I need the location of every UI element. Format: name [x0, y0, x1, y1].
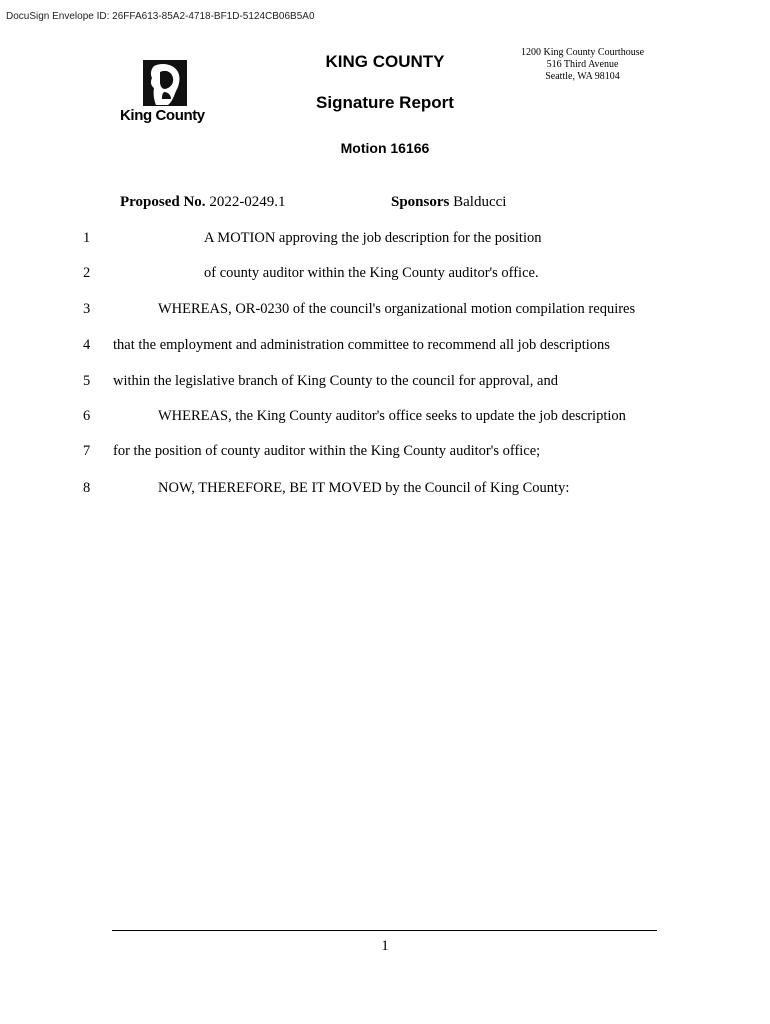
line-number: 1	[83, 230, 91, 246]
sponsors-label: Sponsors	[391, 194, 450, 210]
line-text: within the legislative branch of King County to the council for approval, and	[113, 373, 558, 389]
address-line: 1200 King County Courthouse	[520, 47, 645, 58]
sponsors	[391, 194, 506, 211]
proposed-number	[120, 194, 286, 211]
proposed-label: Proposed No.	[120, 194, 206, 210]
line-number: 8	[83, 480, 91, 496]
page-number: 1	[381, 938, 389, 954]
address-line: Seattle, WA 98104	[545, 71, 620, 82]
address-block	[505, 47, 660, 83]
docusign-envelope-id: DocuSign Envelope ID: 26FFA613-85A2-4718-BF1D-5124CB06B5A0	[6, 11, 315, 22]
address-line: 516 Third Avenue	[546, 59, 619, 70]
line-text: that the employment and administration committee to recommend all job descriptions	[113, 337, 610, 353]
king-county-logo-icon	[116, 58, 216, 108]
logo-text: King County	[120, 107, 205, 124]
line-text: for the position of county auditor within the King County auditor's office;	[113, 443, 541, 459]
line-number: 5	[83, 373, 91, 389]
report-title: Signature Report	[316, 93, 454, 112]
line-number: 4	[83, 337, 91, 353]
line-text: of county auditor within the King County auditor's office.	[204, 265, 539, 281]
line-number: 7	[83, 443, 91, 459]
line-text: WHEREAS, the King County auditor's office seeks to update the job description	[158, 408, 626, 424]
line-number: 6	[83, 408, 91, 424]
line-number: 3	[83, 301, 91, 317]
sponsors-value: Balducci	[453, 194, 507, 210]
org-title: KING COUNTY	[325, 52, 445, 71]
line-number: 2	[83, 265, 91, 281]
line-text: A MOTION approving the job description for the position	[204, 230, 542, 246]
line-text: NOW, THEREFORE, BE IT MOVED by the Council of King County:	[158, 480, 570, 496]
king-county-logo	[116, 58, 216, 128]
proposed-value: 2022-0249.1	[209, 194, 286, 210]
footer-divider	[112, 930, 657, 931]
motion-number: Motion 16166	[340, 140, 430, 156]
line-text: WHEREAS, OR-0230 of the council's organizational motion compilation requires	[158, 301, 636, 317]
